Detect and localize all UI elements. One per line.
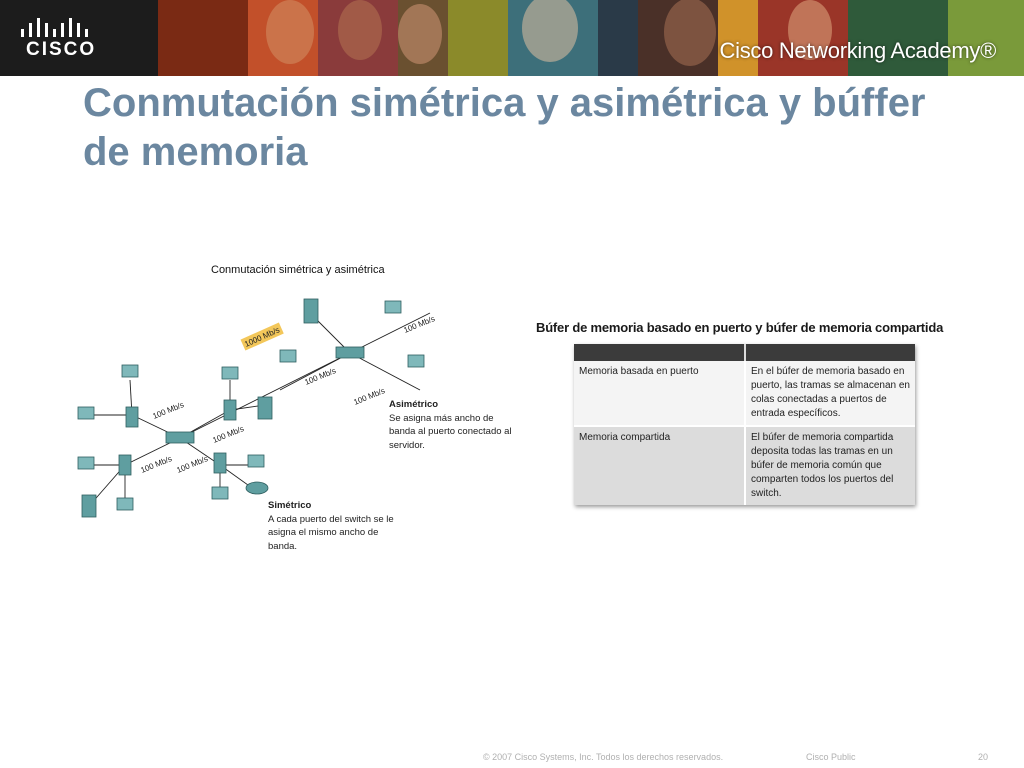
core-switch-icon	[336, 347, 364, 358]
link-speed-label: 100 Mb/s	[211, 424, 246, 445]
cisco-logo-text: CISCO	[26, 39, 97, 60]
pc-icon	[222, 367, 238, 379]
cisco-bars-icon	[20, 17, 92, 39]
buffer-type-cell: Memoria compartida	[574, 426, 745, 505]
link-speed-label: 100 Mb/s	[402, 314, 437, 335]
svg-text:1000 Mb/s: 1000 Mb/s	[243, 325, 281, 349]
hub-icon	[119, 455, 131, 475]
buffer-table	[574, 344, 915, 505]
symmetric-note	[268, 499, 403, 553]
figure-title: Conmutación simétrica y asimétrica	[211, 264, 385, 276]
header-banner	[0, 0, 1024, 76]
link-speed-label: 100 Mb/s	[303, 366, 338, 387]
hub-icon	[224, 400, 236, 420]
asymmetric-text: Se asigna más ancho de banda al puerto conectado al servidor.	[389, 412, 512, 451]
buffer-type-cell: Memoria basada en puerto	[574, 361, 745, 426]
table-title: Búfer de memoria basado en puerto y búfer de memoria compartida	[536, 320, 944, 335]
pc-icon	[280, 350, 296, 362]
router-icon	[246, 482, 268, 494]
link-speed-label: 100 Mb/s	[175, 454, 210, 475]
table-header-cell	[745, 344, 915, 361]
slide-title: Conmutación simétrica y asimétrica y búffer de memoria	[83, 81, 926, 174]
buffer-description-cell: En el búfer de memoria basado en puerto, las tramas se almacenan en colas conectadas a puertos de entrada específicos.	[745, 361, 915, 426]
central-switch-icon	[166, 432, 194, 443]
server-icon	[258, 397, 272, 419]
link-speed-label: 100 Mb/s	[352, 386, 387, 407]
asymmetric-note	[389, 398, 514, 452]
footer-classification: Cisco Public	[806, 752, 856, 762]
pc-icon	[78, 407, 94, 419]
cisco-logo	[0, 0, 158, 76]
buffer-description-cell: El búfer de memoria compartida deposita todas las tramas en un búfer de memoria común que comparten todos los puertos del switch.	[745, 426, 915, 505]
link-speed-label: 100 Mb/s	[139, 454, 174, 475]
pc-icon	[122, 365, 138, 377]
page-number: 20	[978, 752, 989, 762]
hub-icon	[126, 407, 138, 427]
table-header-cell	[574, 344, 745, 361]
pc-icon	[78, 457, 94, 469]
asymmetric-heading: Asimétrico	[389, 399, 439, 410]
pc-icon	[385, 301, 401, 313]
server-icon	[304, 299, 318, 323]
hub-icon	[214, 453, 226, 473]
server-icon	[82, 495, 96, 517]
symmetric-heading: Simétrico	[268, 500, 312, 511]
link-speed-label: 100 Mb/s	[151, 400, 186, 421]
pc-icon	[248, 455, 264, 467]
gigabit-link-label	[241, 323, 284, 351]
table-row	[574, 426, 915, 505]
symmetric-text: A cada puerto del switch se le asigna el mismo ancho de banda.	[268, 513, 394, 552]
footer-copyright: © 2007 Cisco Systems, Inc. Todos los derechos reservados.	[483, 752, 724, 762]
pc-icon	[117, 498, 133, 510]
pc-icon	[408, 355, 424, 367]
pc-icon	[212, 487, 228, 499]
table-header-row	[574, 344, 915, 361]
table-row	[574, 361, 915, 426]
academy-name: Cisco Networking Academy®	[719, 38, 996, 63]
